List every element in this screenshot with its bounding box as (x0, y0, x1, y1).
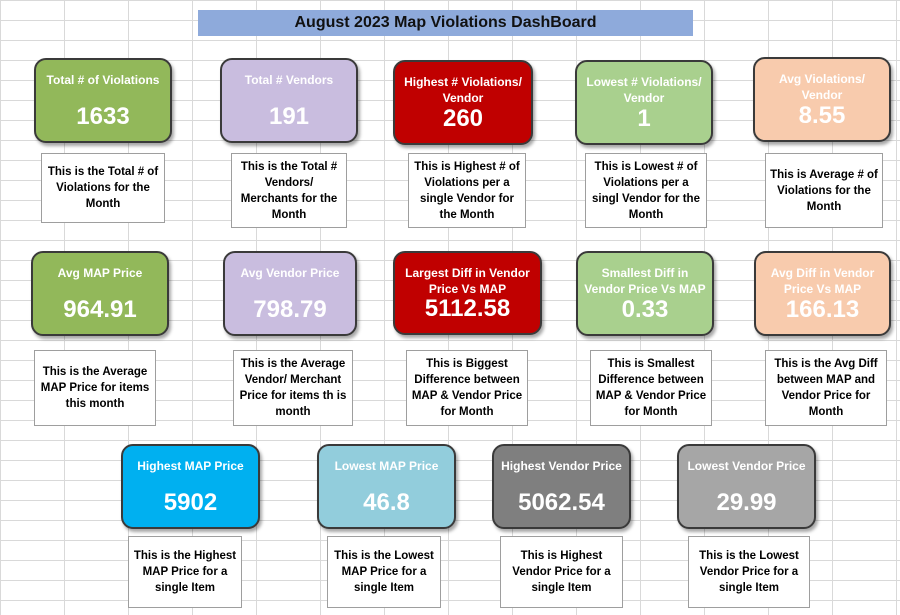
highest-violations-card[interactable] (393, 60, 533, 145)
card-value: 798.79 (253, 296, 327, 323)
card-value: 5112.58 (424, 295, 511, 322)
avg-violations-description: This is Average # of Violations for the Month (765, 153, 883, 228)
avg-vendor-price-description: This is the Average Vendor/ Merchant Price for items th is month (233, 350, 353, 426)
card-value: 46.8 (363, 489, 410, 516)
card-label: Avg MAP Price (57, 266, 143, 280)
card-value: 964.91 (63, 296, 137, 323)
card-value: 29.99 (716, 489, 777, 516)
largest-diff-card[interactable] (393, 251, 542, 335)
card-value: 191 (268, 103, 310, 130)
largest-diff-description: This is Biggest Difference between MAP & Vendor Price for Month (406, 350, 528, 426)
avg-map-price-description: This is the Average MAP Price for items this month (34, 350, 156, 426)
card-value: 5062.54 (518, 489, 605, 516)
card-value: 260 (442, 105, 484, 132)
lowest-map-price-description: This is the Lowest MAP Price for a single Item (327, 536, 441, 608)
avg-violations-card[interactable] (753, 57, 891, 142)
card-label: Avg Vendor Price (240, 266, 340, 280)
highest-map-price-description: This is the Highest MAP Price for a single Item (128, 536, 242, 608)
card-label: Lowest MAP Price (334, 459, 439, 473)
card-value: 1 (637, 105, 651, 132)
total-vendors-description: This is the Total # Vendors/ Merchants for the Month (231, 153, 347, 228)
lowest-violations-description: This is Lowest # of Violations per a singl Vendor for the Month (585, 153, 707, 228)
card-label: Highest Vendor Price (501, 459, 622, 473)
highest-vendor-price-description: This is Highest Vendor Price for a single Item (500, 536, 623, 608)
smallest-diff-description: This is Smallest Difference between MAP & Vendor Price for Month (590, 350, 712, 426)
card-label: Highest MAP Price (137, 459, 244, 473)
lowest-vendor-price-description: This is the Lowest Vendor Price for a single Item (688, 536, 810, 608)
avg-diff-card[interactable] (754, 251, 891, 336)
card-label: Smallest Diff in Vendor Price Vs MAP (584, 266, 706, 296)
dashboard-title: August 2023 Map Violations DashBoard (198, 10, 693, 36)
card-label: Avg Diff in Vendor Price Vs MAP (770, 266, 875, 296)
card-label: Lowest Vendor Price (687, 459, 806, 473)
card-label: Highest # Violations/ Vendor (404, 75, 522, 105)
highest-violations-description: This is Highest # of Violations per a single Vendor for the Month (408, 153, 526, 228)
lowest-map-price-card[interactable] (317, 444, 456, 529)
smallest-diff-card[interactable] (576, 251, 714, 336)
total-violations-card[interactable] (34, 58, 172, 143)
highest-vendor-price-card[interactable] (492, 444, 631, 529)
card-label: Total # of Violations (46, 73, 160, 87)
card-value: 0.33 (621, 296, 669, 323)
total-vendors-card[interactable] (220, 58, 358, 143)
card-value: 1633 (76, 103, 130, 130)
card-label: Avg Violations/ Vendor (778, 72, 865, 102)
card-value: 5902 (163, 489, 218, 516)
card-label: Lowest # Violations/ Vendor (586, 75, 702, 105)
lowest-violations-card[interactable] (575, 60, 713, 145)
card-label: Total # Vendors (244, 73, 334, 87)
avg-vendor-price-card[interactable] (223, 251, 357, 336)
avg-map-price-card[interactable] (31, 251, 169, 336)
lowest-vendor-price-card[interactable] (677, 444, 816, 529)
card-value: 8.55 (798, 102, 846, 129)
avg-diff-description: This is the Avg Diff between MAP and Vendor Price for Month (765, 350, 887, 426)
total-violations-description: This is the Total # of Violations for the Month (41, 153, 165, 223)
card-value: 166.13 (785, 296, 860, 323)
card-label: Largest Diff in Vendor Price Vs MAP (405, 266, 530, 296)
highest-map-price-card[interactable] (121, 444, 260, 529)
